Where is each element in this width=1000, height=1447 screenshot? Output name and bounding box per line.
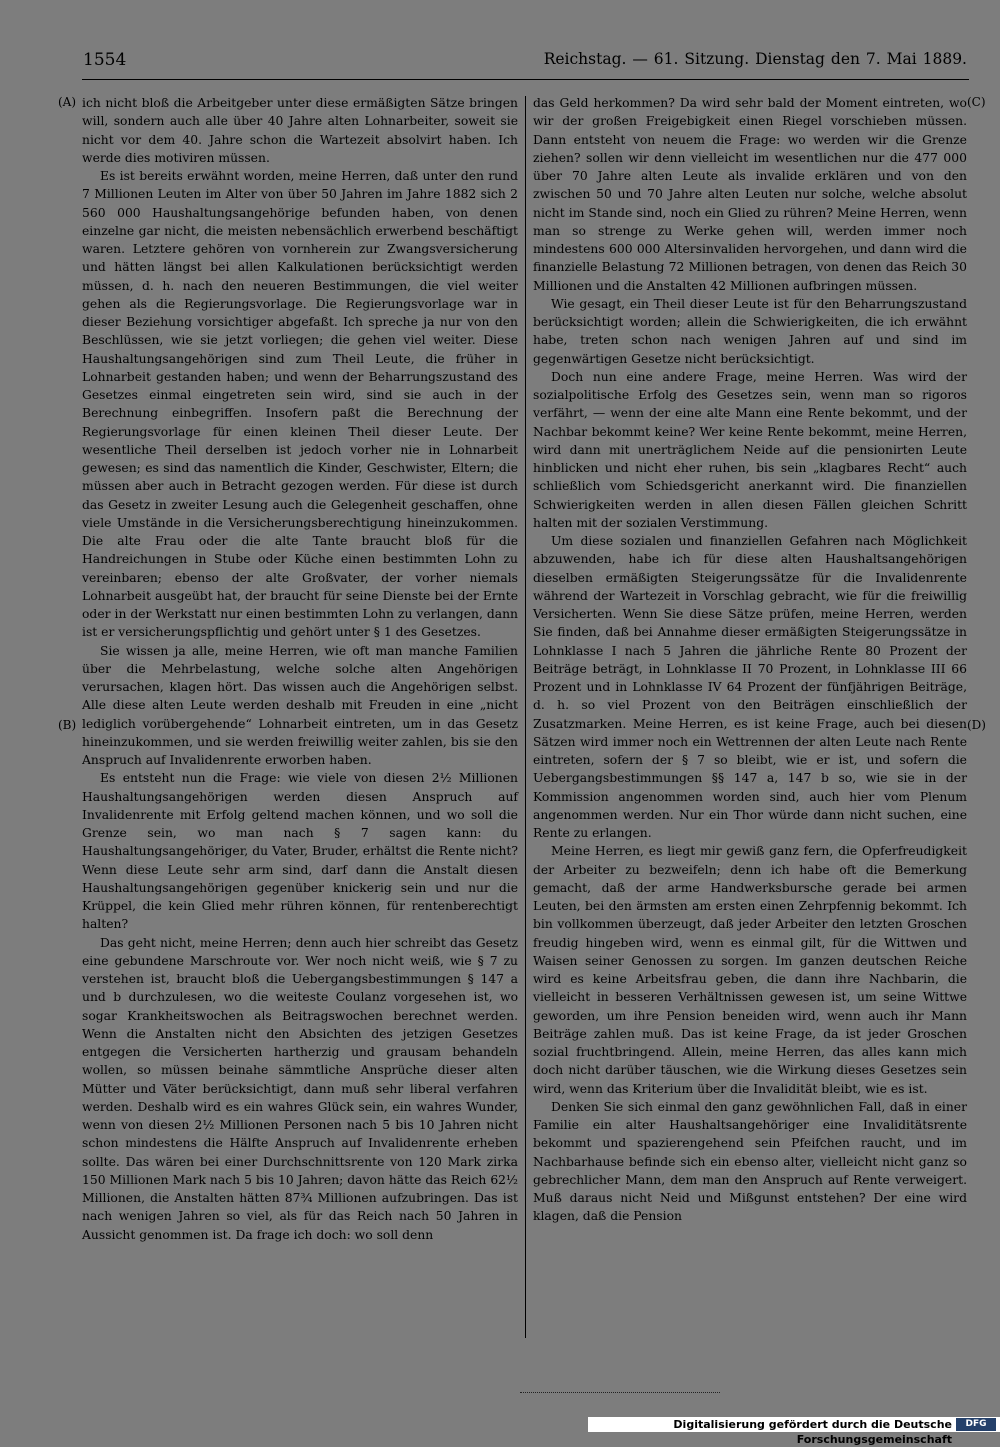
paragraph: ich nicht bloß die Arbeitgeber unter diese ermäßigten Sätze bringen will, sondern auch alle über 40 Jahre alten Lohnarbeiter, soweit sie nicht vor dem 40. Jahre schon die Wartezeit absolvirt haben. Ich werde dies motiviren müssen. <box>82 96 518 165</box>
footer-text: Digitalisierung gefördert durch die Deutsche Forschungsgemeinschaft <box>673 1418 952 1446</box>
paragraph: Sie wissen ja alle, meine Herren, wie oft man manche Familien über die Mehrbelastung, welche solche alten Angehörigen verursachen, klagen hört. Das wissen auch die Angehörigen selbst. Alle diese alten Leute werden deshalb mit Freuden in eine „nicht lediglich vorübergehende“ Lohnarbeit eintreten, um in das Gesetz hineinzukommen, und sie werden freiwillig weiter zahlen, bis sie den Anspruch auf Invalidenrente erworben haben. <box>82 643 518 767</box>
paragraph: Es entsteht nun die Frage: wie viele von diesen 2½ Millionen Haushaltungsangehörigen werden diesen Anspruch auf Invalidenrente mit Erfolg geltend machen können, und wo soll die Grenze sein, wo man nach § 7 sagen kann: du Haushaltungsangehöriger, du Vater, Bruder, erhältst die Rente nicht? Wenn diese Leute sehr arm sind, darf dann die Anstalt diesen Haushaltungsangehörigen gegenüber knickerig sein und nur die Krüppel, die kein Glied mehr rühren können, für rentenberechtigt halten? <box>82 771 518 932</box>
margin-mark-d: (D) <box>967 718 986 732</box>
bottom-ornament <box>520 1392 720 1395</box>
paragraph: Es ist bereits erwähnt worden, meine Herren, daß unter den rund 7 Millionen Leuten im Alter von über 50 Jahren im Jahre 1882 sich 2 560 000 Haushaltungsangehörige befunden haben, von denen einzelne gar nicht, die meisten nebensächlich erwerbend beschäftigt waren. Letztere gehören von vornherein zur Zwangsversicherung und hätten längst bei allen Kalkulationen berücksichtigt werden müssen, d. h. nach den neueren Bestimmungen, die viel weiter gehen als die Regierungsvorlage. Die Regierungsvorlage war in dieser Beziehung vorsichtiger abgefaßt. Ich spreche ja nur von den Beschlüssen, wie sie jetzt vorliegen; die gehen viel weiter. Diese Haushaltungsangehörigen sind zum Theil Leute, die früher in Lohnarbeit gestanden haben; und wenn der Beharrungszustand des Gesetzes einmal eingetreten sein wird, sind sie auch in der Berechnung einbegriffen. Insofern paßt die Berechnung der Regierungsvorlage für einen kleinen Theil dieser Leute. Der wesentliche Theil derselben ist jedoch vorher nie in Lohnarbeit gewesen; es sind das namentlich die Kinder, Geschwister, Eltern; die müssen aber auch in Betracht gezogen werden. Für diese ist durch das Gesetz in zweiter Lesung auch die Gelegenheit geschaffen, ohne viele Umstände in die Versicherungsberechtigung hineinzukommen. Die alte Frau oder die alte Tante braucht bloß für die Handreichungen in Stube oder Küche einen bestimmten Lohn zu vereinbaren; ebenso der alte Großvater, der vorher niemals Lohnarbeit ausgeübt hat, der braucht für seine Dienste bei der Ernte oder in der Werkstatt nur einen bestimmten Lohn zu verlangen, dann ist er versicherungspflichtig und gehört unter § 1 des Gesetzes. <box>82 169 518 640</box>
paragraph: Das geht nicht, meine Herren; denn auch hier schreibt das Gesetz eine gebundene Marschroute vor. Wer noch nicht weiß, wie § 7 zu verstehen ist, braucht bloß die Uebergangsbestimmungen § 147 a und b durchzulesen, wo die weiteste Coulanz vorgesehen ist, wo sogar Krankheitswochen als Beitragswochen berechnet werden. Wenn die Anstalten nicht den Absichten des jetzigen Gesetzes entgegen die Versicherten hartherzig und grausam behandeln wollen, so müssen beinahe sämmtliche Ansprüche dieser alten Mütter und Väter berücksichtigt, dann muß sehr liberal verfahren werden. Deshalb wird es ein wahres Glück sein, ein wahres Wunder, wenn von diesen 2½ Millionen Personen nach 5 bis 10 Jahren nicht schon mindestens die Hälfte Anspruch auf Invalidenrente erheben sollte. Das wären bei einer Durchschnittsrente von 120 Mark zirka 150 Millionen Mark nach 5 bis 10 Jahren; davon hätte das Reich 62½ Millionen, die Anstalten hätten 87¾ Millionen aufzubringen. Das ist nach wenigen Jahren so viel, als für das Reich nach 50 Jahren in Aussicht genommen ist. Da frage ich doch: wo soll denn <box>82 935 518 1242</box>
margin-mark-a: (A) <box>58 95 77 109</box>
paragraph: Wie gesagt, ein Theil dieser Leute ist für den Beharrungszustand berücksichtigt worden; allein die Schwierigkeiten, die ich erwähnt habe, treten schon nach wenigen Jahren auf und sind im gegenwärtigen Gesetze nicht berücksichtigt. <box>533 296 967 366</box>
header-rule <box>82 79 969 80</box>
text-column-right <box>533 94 967 1226</box>
paragraph: Um diese sozialen und finanziellen Gefahren nach Möglichkeit abzuwenden, habe ich für diese alten Haushaltsangehörigen dieselben ermäßigten Steigerungssätze für die Invalidenrente während der Wartezeit in Vorschlag gebracht, wie für die freiwillig Versicherten. Wenn Sie diese Sätze prüfen, meine Herren, werden Sie finden, daß bei Annahme dieser ermäßigten Steigerungssätze in Lohnklasse I nach 5 Jahren die jährliche Rente 80 Prozent der Beiträge beträgt, in Lohnklasse II 70 Prozent, in Lohnklasse III 66 Prozent und in Lohnklasse IV 64 Prozent der fünfjährigen Beiträge, d. h. so viel Prozent von den Beiträgen einschließlich der Zusatzmarken. Meine Herren, es ist keine Frage, auch bei diesen Sätzen wird immer noch ein Wettrennen der alten Leute nach Rente eintreten, sofern der § 7 so bleibt, wie er ist, und sofern die Uebergangsbestimmungen §§ 147 a, 147 b so, wie sie in der Kommission angenommen worden sind, auch hier vom Plenum angenommen werden. Nur ein Thor würde dann nicht suchen, eine Rente zu erlangen. <box>533 534 967 840</box>
margin-mark-c: (C) <box>967 95 986 109</box>
digitization-footer <box>588 1417 1000 1446</box>
page-number: 1554 <box>83 50 127 70</box>
column-divider <box>525 96 526 1338</box>
paragraph: Meine Herren, es liegt mir gewiß ganz fern, die Opferfreudigkeit der Arbeiter zu bezweifeln; denn ich habe oft die Bemerkung gemacht, daß der arme Handwerksbursche gerade bei armen Leuten, bei den ärmsten am ersten einen Zehrpfennig bekommt. Ich bin vollkommen überzeugt, daß jeder Arbeiter den letzten Groschen freudig hingeben wird, wenn es einmal gilt, für die Wittwen und Waisen seiner Genossen zu sorgen. Im ganzen deutschen Reiche wird es keine Arbeitsfrau geben, die dann ihre Nachbarin, die vielleicht in besseren Verhältnissen gewesen ist, um seine Wittwe geworden, um ihre Pension beneiden wird, wenn auch ihr Mann Beiträge zahlen muß. Das ist keine Frage, da ist jeder Groschen sozial fruchtbringend. Allein, meine Herren, das alles kann mich doch nicht darüber täuschen, wie die Wirkung dieses Gesetzes sein wird, wenn das Kriterium über die Invalidität bleibt, wie es ist. <box>533 844 967 1096</box>
page-header <box>83 50 967 74</box>
running-title: Reichstag. — 61. Sitzung. Dienstag den 7. Mai 1889. <box>543 50 967 68</box>
paragraph: Denken Sie sich einmal den ganz gewöhnlichen Fall, daß in einer Familie ein alter Haushaltsangehöriger eine Invaliditätsrente bekommt und spazierengehend sein Pfeifchen raucht, und im Nachbarhause befinde sich ein ebenso alter, vielleicht nicht ganz so gebrechlicher Mann, dem man den Anspruch auf Rente verweigert. Muß daraus nicht Neid und Mißgunst entstehen? Der eine wird klagen, daß die Pension <box>533 1099 967 1224</box>
dfg-logo: DFG <box>956 1418 996 1431</box>
text-column-left <box>82 94 518 1244</box>
paragraph: das Geld herkommen? Da wird sehr bald der Moment eintreten, wo wir der großen Freigebigkeit einen Riegel vorschieben müssen. Dann entsteht von neuem die Frage: wo werden wir die Grenze ziehen? sollen wir denn vielleicht im wesentlichen nur die 477 000 über 70 Jahre alten Leute als invalide erklären und von den zwischen 50 und 70 Jahre alten Leuten nur solche, welche absolut nicht im Stande sind, noch ein Glied zu rühren? Meine Herren, wenn man so strenge zu Werke gehen will, werden immer noch mindestens 600 000 Altersinvaliden hervorgehen, und dann wird die finanzielle Belastung 72 Millionen betragen, von denen das Reich 30 Millionen und die Anstalten 42 Millionen aufbringen müssen. <box>533 96 967 293</box>
paragraph: Doch nun eine andere Frage, meine Herren. Was wird der sozialpolitische Erfolg des Gesetzes sein, wenn man so rigoros verfährt, — wenn der eine alte Mann eine Rente bekommt, und der Nachbar bekommt keine? Wer keine Rente bekommt, meine Herren, wird dann mit unerträglichem Neide auf die pensionirten Leute hinblicken und nicht eher ruhen, bis sein „klagbares Recht“ auch schließlich vom Schiedsgericht anerkannt wird. Die finanziellen Schwierigkeiten werden in allen diesen Fällen gleichen Schritt halten mit der sozialen Verstimmung. <box>533 369 967 530</box>
margin-mark-b: (B) <box>58 718 77 732</box>
